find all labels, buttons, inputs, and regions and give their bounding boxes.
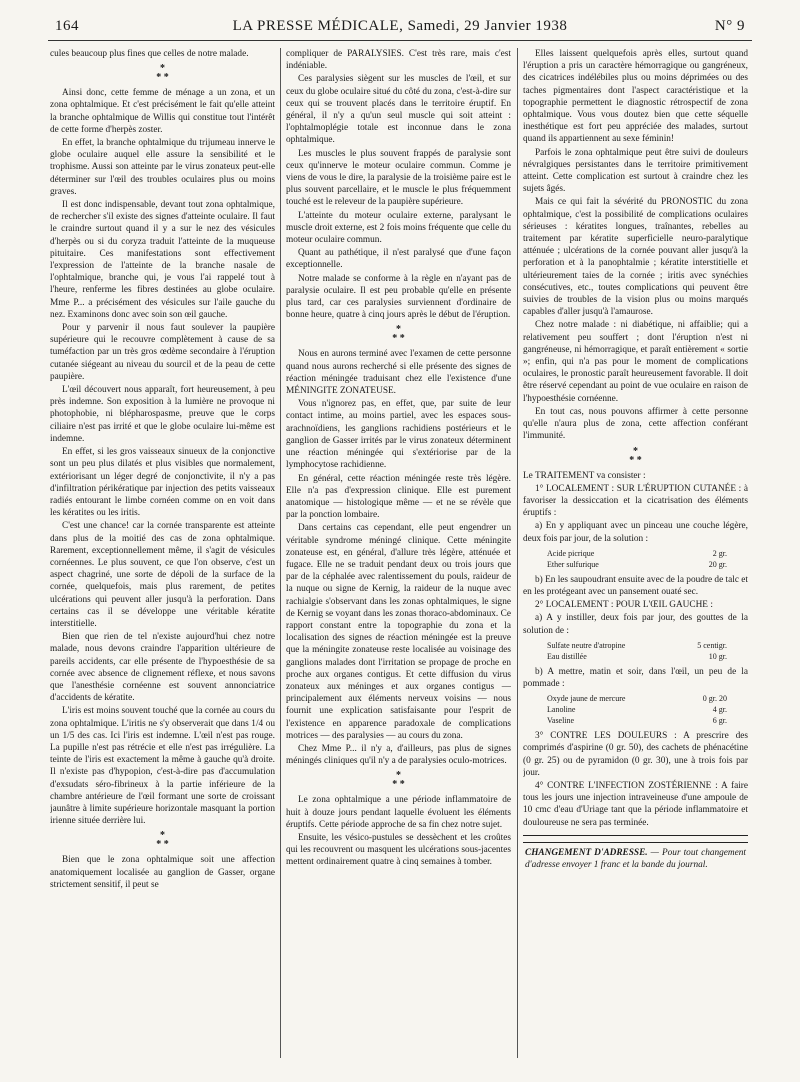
- paragraph: Elles laissent quelquefois après elles, surtout quand l'éruption a pris un caractère hémorragique ou gangréneux, des cicatrices indélébiles plus ou moins déprimées ou des taches pigmentaires dont l'aspect caractéristique et la topographie permettent le diagnostic rétrospectif de zona ophtalmique. Vous vous doutez bien que cette séquelle inesthétique est fort peu appréciée des malades, surtout quand ils appartiennent au sexe féminin!: [523, 49, 748, 145]
- paragraph: L'iris est moins souvent touché que la cornée au cours du zona ophtalmique. L'iritis ne s'y observerait que dans 1/4 ou un 1/5 des cas. Ici l'iris est indemne. L'œil n'est pas rouge. La pupille n'est pas rétrécie et elle n'est pas irrégulière. La teinte de l'iris est exactement la même à gauche qu'à droite. Il n'existe pas d'hypopion, c'est-à-dire pas d'accumulation d'exsudats séro-fibrineux à la partie inférieure de la chambre antérieure de l'œil formant une sorte de croissant jaunâtre à limite supérieure horizontale masquant la portion irienne située derrière lui.: [50, 706, 275, 827]
- address-change-notice: [523, 843, 748, 875]
- paragraph: Ainsi donc, cette femme de ménage a un zona, et un zona ophtalmique. Et c'est précisément le fait qu'elle atteint la branche ophtalmique de Willis qui constitue tout l'intérêt de cette forme d'herpès zoster.: [50, 88, 275, 135]
- prescription-line: Lanoline 4 gr.: [547, 705, 727, 715]
- prescription-line: Acide picrique 2 gr.: [547, 548, 727, 558]
- paragraph: Parfois le zona ophtalmique peut être suivi de douleurs névralgiques persistantes dans le territoire primitivement atteint. Cette complication est surtout à craindre chez les sujets âgés.: [523, 147, 748, 195]
- column-divider: [280, 48, 281, 1058]
- prescription-line: Vaseline 6 gr.: [547, 716, 727, 726]
- treatment-intro: Le TRAITEMENT va consister :: [523, 470, 646, 481]
- section-ornament: * * *: [156, 830, 169, 851]
- paragraph: compliquer de PARALYSIES. C'est très rare, mais c'est indéniable.: [286, 49, 511, 72]
- paragraph: Chez notre malade : ni diabétique, ni affaiblie; qui a relativement peu souffert ; dont l'éruption n'est ni gangréneuse, ni hémorragique, et paraît entièrement « sortie »; enfin, qui n'a pas pour le moment de complications oculaires, le pronostic paraît heureusement favorable. Il doit être réservé cependant au point de vue oculaire en raison de l'hypoesthésie cornéenne.: [523, 320, 748, 404]
- paragraph: En effet, la branche ophtalmique du trijumeau innerve le globe oculaire auquel elle assure la sensibilité et le trophisme. Aussi son atteinte par le virus zonateux peut-elle déterminer sur l'œil des troubles oculaires plus ou moins graves.: [50, 138, 275, 197]
- notice-rule: [523, 835, 748, 836]
- section-ornament: * * *: [392, 770, 405, 791]
- prescription-line: Sulfate neutre d'atropine 5 centigr.: [547, 640, 727, 650]
- paragraph: Vous n'ignorez pas, en effet, que, par suite de leur contact intime, au moins partiel, avec les espaces sous-arachnoïdiens, les ganglions rachidiens postérieurs et le ganglion de Gasser irrités par le virus zonateux déterminent une réaction méningée qui s'extériorise par de la lymphocytose rachidienne.: [286, 399, 511, 471]
- paragraph: Il est donc indispensable, devant tout zona ophtalmique, de rechercher s'il existe des signes d'atteinte oculaire. Il faut le craindre surtout quand il y a sur le nez des vésicules d'herpès ou si du coryza traduit l'atteinte de la muqueuse pituitaire. Ces manifestations sont effectivement l'expression de l'atteinte de la branche nasale de l'ophtalmique, branche qui, je vous l'ai rappelé tout à l'heure, renferme les fibres destinées au globe oculaire. Mme P... a précisément des vésicules sur l'aile gauche du nez. Examinons donc avec soin son œil gauche.: [50, 200, 275, 320]
- treatment-local: 1° LOCALEMENT : SUR L'ÉRUPTION CUTANÉE : à favoriser la dessiccation et la cicatrisation des éléments éruptifs :: [523, 483, 748, 519]
- prescription-atropine: [547, 640, 727, 662]
- notice-title: CHANGEMENT D'ADRESSE.: [525, 847, 648, 858]
- paragraph: Dans certains cas cependant, elle peut engendrer un véritable syndrome méningé clinique. Cette méningite zonateuse est, en général, d'allure très légère, atténuée et fugace. Elle ne se traduit pendant deux ou trois jours que par de la céphalée avec ralentissement du pouls, raideur de la nuque ou signe de Kernig, la raideur de la nuque avec rachialgie s'observant dans les zonas ophtalmiques, le signe de Kernig se voyant dans les zonas thoraco-abdominaux. Ce rapport constant entre la topographie du zona et la localisation des signes de réaction méningée est la preuve que la méningite zonateuse reste localisée au voisinage des ganglions malades dont l'irritation se propage de proche en proche aux organes contigus. Et cette diffusion du virus zonateux aux méninges et aux organes contigus — principalement aux éléments nerveux voisins — nous fournit une explication satisfaisante pour l'esprit de l'existence en apparence paradoxale de complications motrices — des paralysies — au cours du zona.: [286, 523, 511, 741]
- paragraph: En tout cas, nous pouvons affirmer à cette personne qu'elle n'aura plus de zona, cette affection conférant l'immunité.: [523, 406, 748, 442]
- header-rule: [48, 40, 752, 41]
- prescription-ointment: [547, 693, 727, 726]
- paragraph: cules beaucoup plus fines que celles de notre malade.: [50, 49, 249, 59]
- section-ornament: * * *: [629, 445, 642, 466]
- paragraph: Notre malade se conforme à la règle en n'ayant pas de paralysie oculaire. Il est peu probable qu'elle en présente plus tard, car ces paralysies surviennent d'ordinaire de bonne heure, quatre à cinq jours après le début de l'éruption.: [286, 273, 511, 321]
- column-1: [50, 48, 275, 1073]
- notice-text: — Pour tout changement d'adresse envoyer 1 franc et la bande du journal.: [525, 847, 746, 870]
- treatment-local-b: b) En les saupoudrant ensuite avec de la poudre de talc et en les protégeant avec un pansement ouaté sec.: [523, 574, 748, 597]
- paragraph: Bien que le zona ophtalmique soit une affection anatomiquement localisée au ganglion de Gasser, organe strictement sensitif, il peut se: [50, 855, 275, 890]
- paragraph: Chez Mme P... il n'y a, d'ailleurs, pas plus de signes méningés cliniques qu'il n'y a de paralysies oculo-motrices.: [286, 743, 511, 767]
- paragraph: L'atteinte du moteur oculaire externe, paralysant le muscle droit externe, est 2 fois moins fréquente que celle du moteur oculaire commun.: [286, 210, 511, 246]
- prescription-picric: [547, 548, 727, 570]
- paragraph: Ces paralysies siègent sur les muscles de l'œil, et sur ceux du globe oculaire situé du côté du zona, c'est-à-dire sur ceux qui se trouvent placés dans le territoire éruptif. En général, il n'y a qu'un seul muscle qui soit atteint : l'ophtalmoplégie totale est inconnue dans le zona ophtalmique.: [286, 74, 511, 146]
- paragraph: Ensuite, les vésico-pustules se dessèchent et les croûtes qui les recouvrent ou masquent les ulcérations sous-jacentes mettent ordinairement quatre à cinq semaines à tomber.: [286, 832, 511, 868]
- column-divider: [517, 48, 518, 1058]
- prescription-line: Ether sulfurique 20 gr.: [547, 559, 727, 569]
- treatment-eye: 2° LOCALEMENT : POUR L'ŒIL GAUCHE :: [535, 600, 713, 611]
- treatment-eye-b: b) A mettre, matin et soir, dans l'œil, un peu de la pommade :: [523, 666, 748, 689]
- issue-number: N° 9: [714, 18, 745, 34]
- paragraph: Pour y parvenir il nous faut soulever la paupière supérieure qui le recouvre complètement à cause de sa tuméfaction par un très gros œdème secondaire à l'éruption cutanée siégeant au niveau du sourcil et de la peau de cette paupière.: [50, 323, 275, 382]
- column-3: [523, 48, 748, 1073]
- treatment-eye-a: a) A y instiller, deux fois par jour, des gouttes de la solution de :: [523, 613, 748, 636]
- section-ornament: * * *: [156, 63, 169, 84]
- treatment-local-a: a) En y appliquant avec un pinceau une couche légère, deux fois par jour, de la solution :: [523, 521, 748, 544]
- journal-title: LA PRESSE MÉDICALE, Samedi, 29 Janvier 1938: [232, 18, 568, 34]
- paragraph: L'œil découvert nous apparaît, fort heureusement, à peu près indemne. Son exposition à la lumière ne provoque ni photophobie, ni blépharospasme, preuve que le corps ciliaire n'est pas irrité et que le globe oculaire lui-même est indemne.: [50, 385, 275, 444]
- column-2: [286, 48, 511, 1073]
- paragraph: C'est une chance! car la cornée transparente est atteinte dans plus de la moitié des cas de zona ophtalmique. Rarement, exceptionnellement même, il s'agit de vésicules cornéennes. Le plus souvent, ce que l'on observe, c'est un aspect chagriné, une sorte de dépoli de la surface de la cornée, quelquefois, mais plus rarement, de petites ulcérations qui peuvent aller jusqu'à la perforation. Dans certains cas il se développe une véritable kératite interstitielle.: [50, 521, 275, 629]
- paragraph: Nous en aurons terminé avec l'examen de cette personne quand nous aurons recherché si elle présente des signes de réaction méningée traduisant chez elle l'existence d'une MÉNINGITE ZONATEUSE.: [286, 349, 511, 397]
- treatment-infection: 4° CONTRE L'INFECTION ZOSTÉRIENNE : A faire tous les jours une injection intraveineuse d'une ampoule de 10 cmc d'eau d'Uriage tant que la période inflammatoire et douloureuse ne sera pas terminée.: [523, 780, 748, 828]
- prescription-line: Oxyde jaune de mercure 0 gr. 20: [547, 694, 727, 704]
- prescription-line: Eau distillée 10 gr.: [547, 651, 727, 661]
- paragraph: Bien que rien de tel n'existe aujourd'hui chez notre malade, nous devons craindre l'apparition ultérieure de pareils accidents, car elle présente de l'hypoesthésie de sa cornée avec absence de clignement réflexe, et nous savons que l'anesthésie cornéenne est souvent annonciatrice d'accidents de kératite.: [50, 632, 275, 704]
- paragraph: Le zona ophtalmique a une période inflammatoire de huit à douze jours pendant laquelle évoluent les éléments éruptifs. Cette période approche de sa fin chez notre sujet.: [286, 795, 511, 830]
- page-number: 164: [55, 18, 79, 34]
- paragraph: Les muscles le plus souvent frappés de paralysie sont ceux qu'innerve le moteur oculaire commun. Comme je viens de vous le dire, la paralysie de la troisième paire est le plus souvent parcellaire, et le muscle le plus fréquemment touché est le releveur de la paupière supérieure.: [286, 148, 511, 208]
- paragraph: En effet, si les gros vaisseaux sinueux de la conjonctive sont un peu plus dilatés et plus visibles que normalement, extériorisant un léger degré de conjonctivite, il n'y a pas d'infiltration périkératique par injection des petits vaisseaux radiés entourant le limbe cornéen comme on en voit dans les kératites ou les iritis.: [50, 447, 275, 519]
- page-header: [55, 18, 745, 40]
- paragraph: Quant au pathétique, il n'est paralysé que d'une façon exceptionnelle.: [286, 248, 511, 271]
- treatment-pain: 3° CONTRE LES DOULEURS : A prescrire des comprimés d'aspirine (0 gr. 50), des cachets de phénacétine (0 gr. 25) ou de pyramidon (0 gr. 30), une à trois fois par jour.: [523, 731, 748, 778]
- paragraph: Mais ce qui fait la sévérité du PRONOSTIC du zona ophtalmique, c'est la possibilité de complications oculaires sérieuses : kératites longues, traînantes, rebelles au traitement par kératite superficielle neuro-paralytique atténuée ; ulcérations de la cornée pouvant aller jusqu'à la perforation et à la panophtalmie ; kératite interstitielle et ultérieurement taies de la cornée ; iritis avec synéchies consécutives, etc., toutes complications qui peuvent être suivies de troubles de la vision plus ou moins marqués capables d'aller jusqu'à l'amaurose.: [523, 197, 748, 318]
- paragraph: En général, cette réaction méningée reste très légère. Elle n'a pas d'expression clinique. Elle est purement anatomique — histologique même — et ne se révèle que par la ponction lombaire.: [286, 473, 511, 521]
- section-ornament: * * *: [392, 324, 405, 345]
